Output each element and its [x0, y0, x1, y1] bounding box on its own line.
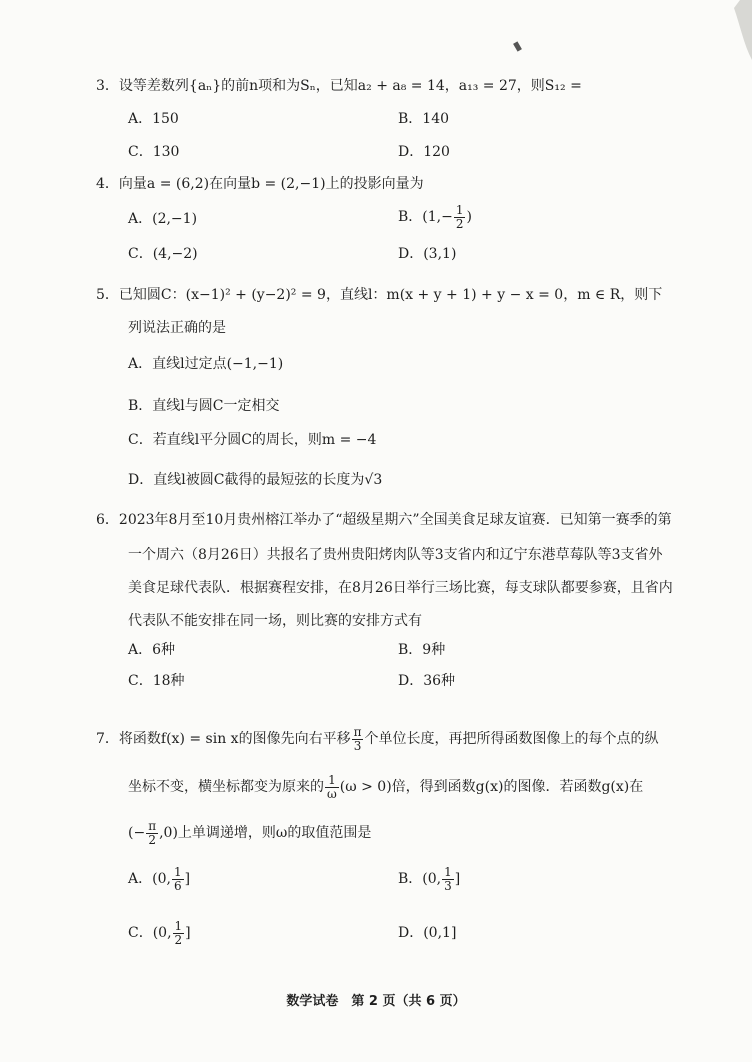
question-3-option-c: C．130	[128, 144, 180, 160]
question-6-option-c: C．18种	[128, 673, 185, 689]
question-6-option-a: A．6种	[128, 642, 176, 658]
option-suffix: ]	[454, 871, 461, 887]
fraction-denominator: 2	[148, 832, 156, 847]
question-7-stem-line-3	[128, 818, 371, 848]
question-5-option-d: D．直线l被圆C截得的最短弦的长度为√3	[128, 472, 383, 488]
question-3-option-b: B．140	[398, 111, 450, 127]
question-4-option-d: D．(3,1)	[398, 246, 457, 262]
question-3-option-a: A．150	[128, 111, 179, 127]
question-6-stem-line-1: 6．2023年8月至10月贵州榕江举办了“超级星期六”全国美食足球友谊赛．已知第一赛季的第	[96, 512, 672, 528]
question-7-option-b	[398, 864, 460, 894]
question-7-stem-line-2	[128, 772, 643, 802]
question-4-option-c: C．(4,−2)	[128, 246, 198, 262]
question-7-line-1-part-2: 个单位长度，再把所得函数图像上的每个点的纵	[364, 731, 659, 747]
question-6-stem-line-2: 一个周六（8月26日）共报名了贵州贵阳烤肉队等3支省内和辽宁东港草莓队等3支省外	[128, 547, 663, 563]
scan-speck	[513, 41, 522, 51]
fraction-numerator: 1	[325, 774, 339, 788]
question-4-option-a: A．(2,−1)	[128, 211, 198, 227]
question-4-option-b-suffix: )	[466, 209, 472, 225]
fraction-numerator: 1	[444, 864, 452, 879]
question-7-line-1-part-1: 7．将函数f(x) = sin x的图像先向右平移	[96, 731, 351, 747]
question-7-line-2-part-1: 坐标不变，横坐标都变为原来的	[128, 779, 324, 795]
fraction-denominator: ω	[327, 786, 337, 801]
question-4-option-b-prefix: B．(1,−	[398, 209, 453, 225]
question-7-line-3-part-2: ,0)上单调递增，则ω的取值范围是	[159, 825, 372, 841]
fraction-denominator: 3	[444, 878, 452, 893]
fraction-numerator: 1	[173, 864, 182, 879]
question-5-option-b: B．直线l与圆C一定相交	[128, 398, 280, 414]
fraction-numerator: 1	[455, 202, 464, 217]
fraction-numerator: 1	[174, 918, 183, 933]
question-3-option-d: D．120	[398, 144, 450, 160]
fraction	[442, 866, 454, 893]
fraction	[173, 920, 185, 947]
question-7-line-3-part-1: (−	[128, 825, 146, 841]
question-6-option-d: D．36种	[398, 673, 456, 689]
question-4-stem: 4．向量a = (6,2)在向量b = (2,−1)上的投影向量为	[96, 176, 424, 192]
question-5-stem-line-2: 列说法正确的是	[128, 320, 226, 336]
question-7-option-c	[128, 918, 191, 948]
question-7-line-2-part-2: (ω > 0)倍，得到函数g(x)的图像．若函数g(x)在	[339, 779, 644, 795]
question-5-stem-line-1: 5．已知圆C：(x−1)² + (y−2)² = 9，直线l：m(x + y + 1) + y − x = 0，m ∈ R，则下	[96, 287, 663, 303]
fraction	[352, 726, 364, 753]
fraction-denominator: 6	[173, 878, 182, 893]
fraction	[454, 204, 466, 231]
fraction-numerator: π	[148, 818, 157, 833]
fraction	[325, 774, 339, 801]
question-7-stem-line-1	[96, 724, 658, 754]
option-prefix: C．(0,	[128, 925, 172, 941]
question-6-option-b: B．9种	[398, 642, 446, 658]
question-5-option-a: A．直线l过定点(−1,−1)	[128, 356, 284, 372]
option-prefix: B．(0,	[398, 871, 442, 887]
question-3-stem: 3．设等差数列{aₙ}的前n项和为Sₙ，已知a₂ + a₈ = 14，a₁₃ = 27，则S₁₂ =	[96, 78, 582, 94]
question-7-option-d: D．(0,1]	[398, 925, 457, 941]
fraction-denominator: 2	[455, 216, 464, 231]
option-suffix: ]	[185, 925, 191, 941]
question-6-stem-line-4: 代表队不能安排在同一场，则比赛的安排方式有	[128, 613, 422, 629]
scan-edge-artifact	[722, 0, 752, 70]
question-6-stem-line-3: 美食足球代表队．根据赛程安排，在8月26日举行三场比赛，每支球队都要参赛，且省内	[128, 580, 673, 596]
fraction-denominator: 2	[174, 932, 183, 947]
option-prefix: A．(0,	[128, 871, 171, 887]
fraction-numerator: π	[353, 724, 362, 739]
question-5-option-c: C．若直线l平分圆C的周长，则m = −4	[128, 432, 377, 448]
question-4-option-b	[398, 202, 472, 232]
question-7-option-a	[128, 864, 190, 894]
fraction	[146, 820, 158, 847]
fraction	[172, 866, 184, 893]
fraction-denominator: 3	[353, 738, 362, 753]
page-footer: 数学试卷 第 2 页（共 6 页）	[286, 994, 466, 1009]
option-suffix: ]	[184, 871, 191, 887]
